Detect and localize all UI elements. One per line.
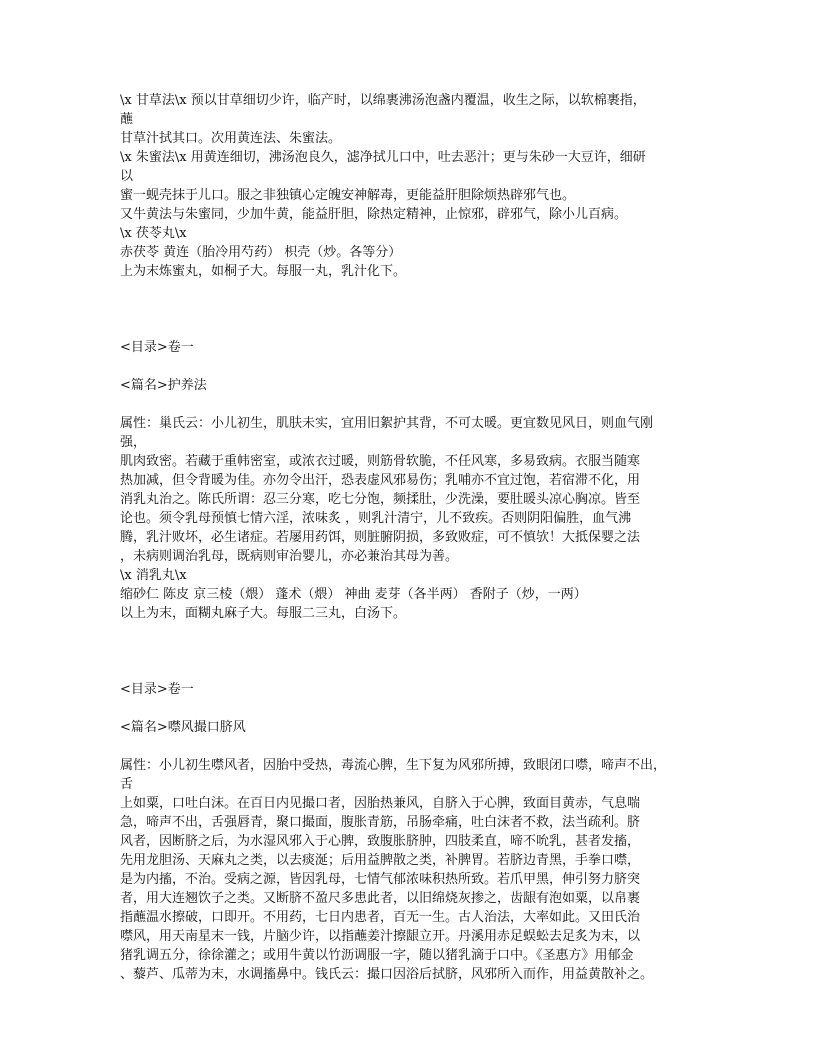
text-line: 蘸 <box>120 112 134 127</box>
text-line: 蜜一蚬壳抹于儿口。服之非独镇心定魄安神解毒，更能益肝胆除烦热辟邪气也。 <box>120 188 576 203</box>
text-line: 以上为末，面糊丸麻子大。每服二三丸，白汤下。 <box>120 606 407 621</box>
text-line: 以 <box>120 169 134 184</box>
text-line: 噤风，用天南星末一钱，片脑少许，以指蘸姜汁擦龈立开。丹溪用赤足蜈蚣去足炙为末，以 <box>120 929 641 944</box>
text-line: 猪乳调五分，徐徐灌之；或用牛黄以竹沥调服一字，随以猪乳滴于口中。《圣惠方》用郁金 <box>120 948 634 963</box>
text-line: 论也。须令乳母预慎七情六淫，浓味炙 ，则乳汁清宁，儿不致疾。否则阴阳偏胜，血气沸 <box>120 511 632 526</box>
text-line: 甘草汁拭其口。次用黄连法、朱蜜法。 <box>120 131 342 146</box>
text-line: \x 甘草法\x 预以甘草细切少许，临产时，以绵裹沸汤泡盏内覆温，收生之际，以软棉裹指， <box>120 93 646 108</box>
section-huyang <box>120 338 700 623</box>
text-line: 消乳丸治之。陈氏所谓：忍三分寒，吃七分饱，频揉肚，少洗澡，要肚暖头凉心胸凉。皆至 <box>120 492 641 507</box>
section-jinfeng <box>120 680 700 984</box>
text-line: 指蘸温水擦破，口即开。不用药，七日内患者，百无一生。古人治法，大率如此。又田氏治 <box>120 910 641 925</box>
text-line: \x 消乳丸\x <box>120 568 187 583</box>
text-line: 是为内搐，不治。受病之源，皆因乳母，七情气郁浓味积热所致。若爪甲黑，伸引努力脐突 <box>120 872 641 887</box>
text-line: 先用龙胆汤、天麻丸之类，以去痰涎；后用益脾散之类，补脾胃。若脐边青黑，手拳口噤， <box>120 853 641 868</box>
text-line: 属性：小儿初生噤风者，因胎中受热，毒流心脾，生下复为风邪所搏，致眼闭口噤，啼声不出， <box>120 758 667 773</box>
text-line: \x 朱蜜法\x 用黄连细切，沸汤泡良久，滤净拭儿口中，吐去恶汁；更与朱砂一大豆许，细研 <box>120 150 646 165</box>
text-line: 腾，乳汁败坏，必生诸症。若屡用药饵，则脏腑阴损，多致败症，可不慎欤！大抵保婴之法 <box>120 530 641 545</box>
text-line: 缩砂仁 陈皮 京三棱（煨） 蓬术（煨） 神曲 麦芽（各半两） 香附子（炒，一两） <box>120 587 587 602</box>
text-line: 强， <box>120 435 147 450</box>
document-body <box>120 91 700 984</box>
text-line: 属性：巢氏云：小儿初生，肌肤未实，宜用旧絮护其背，不可太暖。更宜数见风日，则血气刚 <box>120 416 654 431</box>
text-line: 肌肉致密。若藏于重帏密室，或浓衣过暖，则筋骨软脆，不任风寒，多易致病。衣服当随寒 <box>120 454 641 469</box>
text-line: 舌 <box>120 777 134 792</box>
catalog-heading: <目录>卷一 <box>120 682 194 697</box>
text-line: \x 茯苓丸\x <box>120 226 187 241</box>
text-line: 者，用大连翘饮子之类。又断脐不盈尺多患此者，以旧绵烧灰掺之，齿龈有泡如粟，以帛裹 <box>120 891 641 906</box>
text-line: 上为末炼蜜丸，如桐子大。每服一丸，乳汁化下。 <box>120 264 407 279</box>
section-title: <篇名>噤风撮口脐风 <box>120 720 246 735</box>
text-line: ，未病则调治乳母，既病则审治婴儿，亦必兼治其母为善。 <box>120 549 459 564</box>
text-line: 急，啼声不出，舌强唇青，聚口撮面，腹胀青筋，吊肠牵痛，吐白沫者不救，法当疏利。脐 <box>120 815 641 830</box>
text-line: 上如粟，口吐白沫。在百日内见撮口者，因胎热兼风，自脐入于心脾，致面目黄赤，气息喘 <box>120 796 641 811</box>
text-line: 赤茯苓 黄连（胎冷用芍药） 枳壳（炒。各等分） <box>120 245 402 260</box>
text-line: 、藜芦、瓜蒂为末，水调搐鼻中。钱氏云：撮口因浴后拭脐，风邪所入而作，用益黄散补之。 <box>120 967 654 982</box>
section-title: <篇名>护养法 <box>120 378 207 393</box>
catalog-heading: <目录>卷一 <box>120 340 194 355</box>
section-gancao <box>120 91 700 281</box>
text-line: 又牛黄法与朱蜜同，少加牛黄，能益肝胆，除热定精神，止惊邪，辟邪气，除小儿百病。 <box>120 207 628 222</box>
text-line: 热加减，但令背暖为佳。亦勿令出汗，恐表虚风邪易伤；乳哺亦不宜过饱，若宿滞不化，用 <box>120 473 641 488</box>
text-line: 风者，因断脐之后，为水湿风邪入于心脾，致腹胀脐肿，四肢柔直，啼不吮乳，甚者发搐， <box>120 834 641 849</box>
